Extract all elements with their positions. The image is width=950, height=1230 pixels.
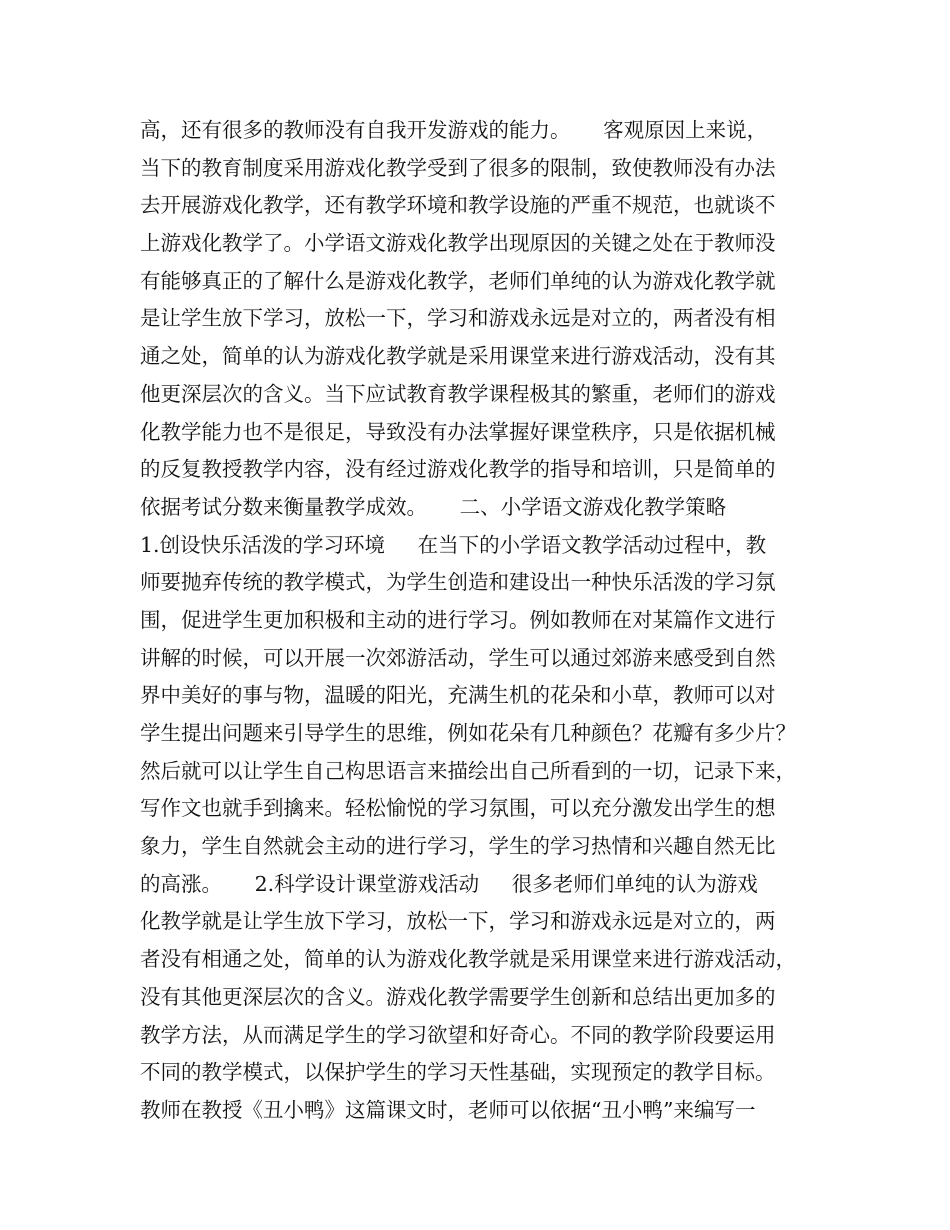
text-line: 去开展游戏化教学，还有教学环境和教学设施的严重不规范，也就谈不	[140, 193, 776, 218]
text-line: 教学方法，从而满足学生的学习欲望和好奇心。不同的教学阶段要运用	[140, 1022, 776, 1047]
text-line: 上游戏化教学了。小学语文游戏化教学出现原因的关键之处在于教师没	[140, 231, 776, 256]
text-line: 高，还有很多的教师没有自我开发游戏的能力。 客观原因上来说，	[140, 118, 768, 142]
text-line: 化教学就是让学生放下学习，放松一下，学习和游戏永远是对立的，两	[140, 909, 776, 934]
text-line: 然后就可以让学生自己构思语言来描绘出自己所看到的一切，记录下来，	[140, 758, 796, 783]
text-line: 者没有相通之处，简单的认为游戏化教学就是采用课堂来进行游戏活动，	[140, 947, 796, 972]
text-line: 依据考试分数来衡量教学成效。 二、小学语文游戏化教学策略	[140, 494, 727, 519]
text-line: 象力，学生自然就会主动的进行学习，学生的学习热情和兴趣自然无比	[140, 834, 776, 859]
text-line: 是让学生放下学习，放松一下，学习和游戏永远是对立的，两者没有相	[140, 306, 776, 331]
text-line: 教师在教授《丑小鸭》这篇课文时，老师可以依据“丑小鸭”来编写一	[140, 1097, 756, 1122]
text-line: 1.创设快乐活泼的学习环境 在当下的小学语文教学活动过程中，教	[140, 532, 767, 557]
text-line: 师要抛弃传统的教学模式，为学生创造和建设出一种快乐活泼的学习氛	[140, 570, 776, 595]
body-text	[140, 112, 820, 1130]
text-line: 写作文也就手到擒来。轻松愉悦的学习氛围，可以充分激发出学生的想	[140, 796, 776, 821]
text-line: 讲解的时候，可以开展一次郊游活动，学生可以通过郊游来感受到自然	[140, 645, 776, 670]
text-line: 的高涨。 2.科学设计课堂游戏活动 很多老师们单纯的认为游戏	[140, 871, 758, 896]
text-line: 有能够真正的了解什么是游戏化教学，老师们单纯的认为游戏化教学就	[140, 268, 776, 293]
text-line: 没有其他更深层次的含义。游戏化教学需要学生创新和总结出更加多的	[140, 984, 776, 1009]
text-line: 当下的教育制度采用游戏化教学受到了很多的限制，致使教师没有办法	[140, 155, 776, 180]
text-line: 学生提出问题来引导学生的思维，例如花朵有几种颜色？花瓣有多少片？	[140, 721, 796, 745]
text-line: 化教学能力也不是很足，导致没有办法掌握好课堂秩序，只是依据机械	[140, 419, 776, 444]
text-line: 通之处，简单的认为游戏化教学就是采用课堂来进行游戏活动，没有其	[140, 344, 776, 369]
text-line: 界中美好的事与物，温暖的阳光，充满生机的花朵和小草，教师可以对	[140, 683, 776, 708]
text-line: 他更深层次的含义。当下应试教育教学课程极其的繁重，老师们的游戏	[140, 381, 776, 406]
text-line: 围，促进学生更加积极和主动的进行学习。例如教师在对某篇作文进行	[140, 607, 776, 632]
text-line: 不同的教学模式，以保护学生的学习天性基础，实现预定的教学目标。	[140, 1060, 776, 1085]
text-line: 的反复教授教学内容，没有经过游戏化教学的指导和培训，只是简单的	[140, 457, 776, 482]
